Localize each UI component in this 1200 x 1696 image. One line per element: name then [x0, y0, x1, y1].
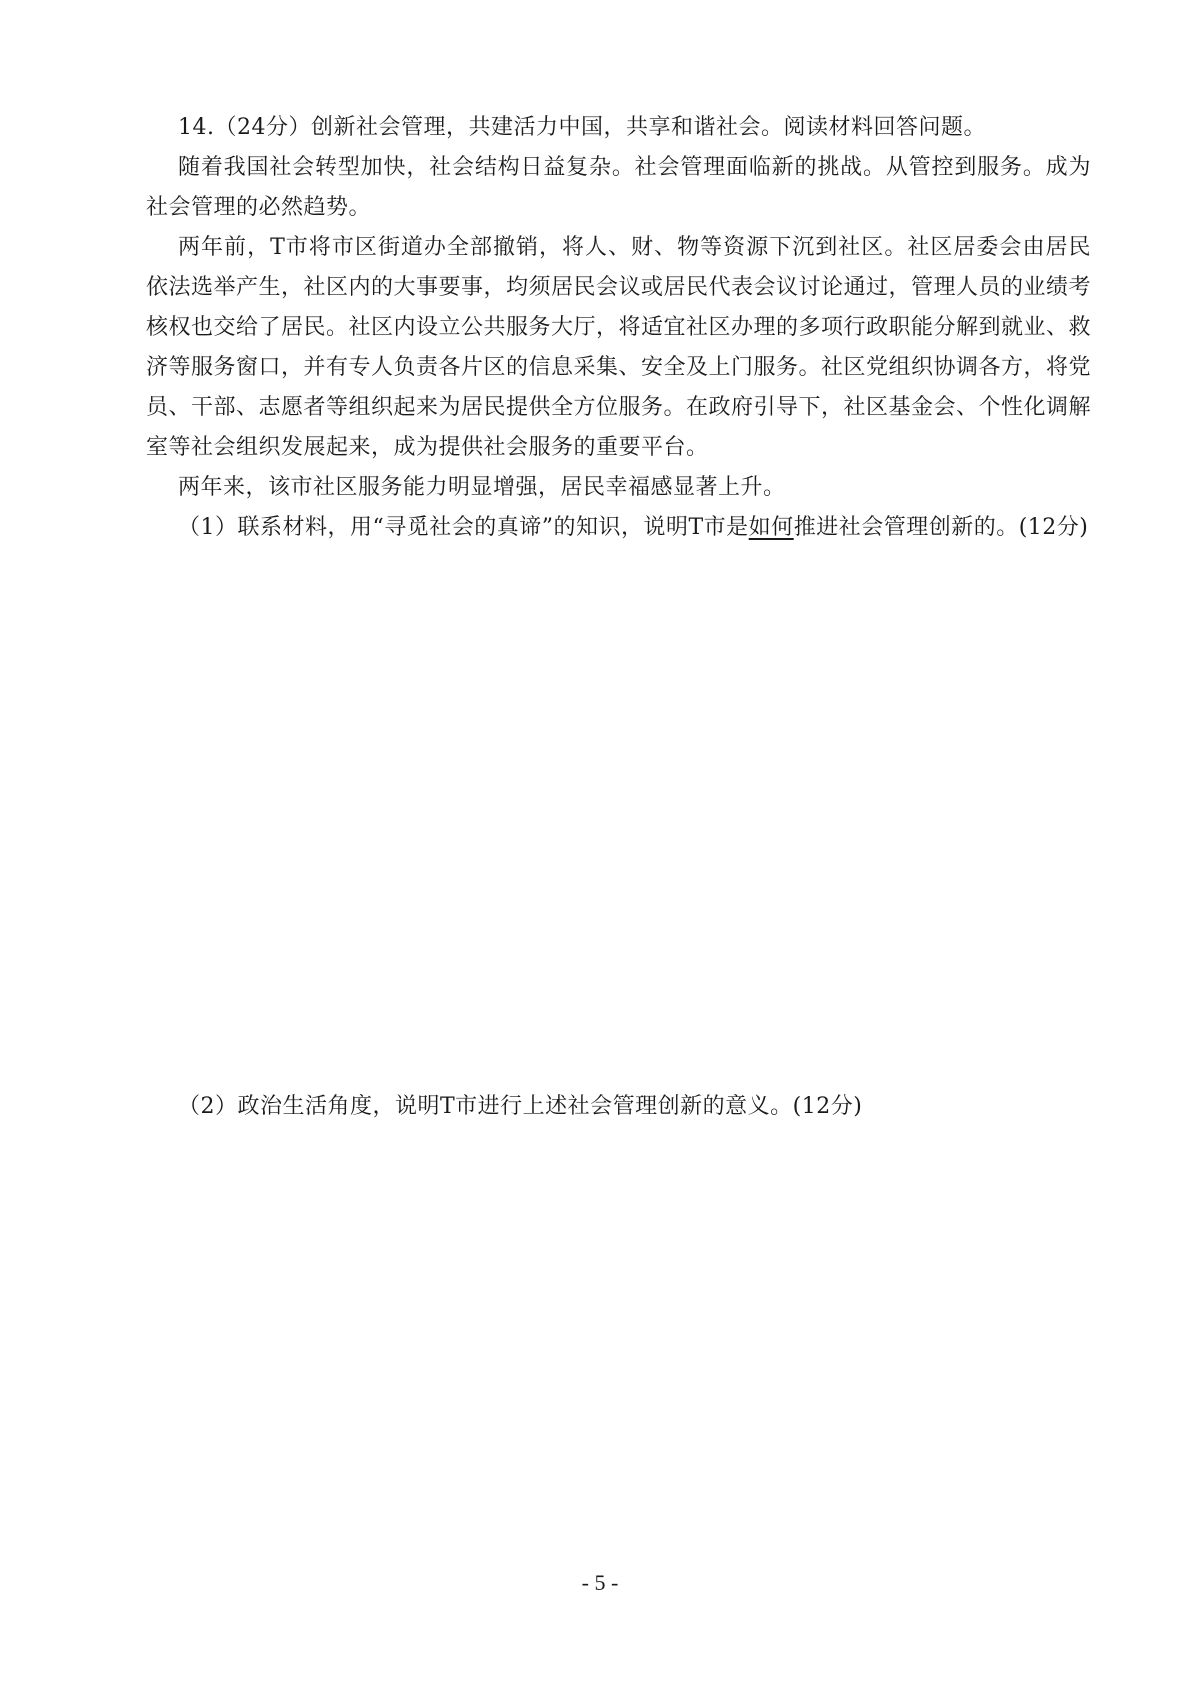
- sub-question-2: （2）政治生活角度，说明T市进行上述社会管理创新的意义。(12分): [178, 1094, 863, 1119]
- question-title: 14.（24分）创新社会管理，共建活力中国，共享和谐社会。阅读材料回答问题。: [178, 115, 986, 140]
- material-paragraph-1: 随着我国社会转型加快，社会结构日益复杂。社会管理面临新的挑战。从管控到服务。成为社会管理的必然趋势。: [146, 155, 1091, 220]
- sub-question-1-underlined-word: 如何: [748, 515, 794, 540]
- material-paragraph-2: 两年前，T市将市区街道办全部撤销，将人、财、物等资源下沉到社区。社区居委会由居民依法选举产生，社区内的大事要事，均须居民会议或居民代表会议讨论通过，管理人员的业绩考核权也交给了居民。社区内设立公共服务大厅，将适宜社区办理的多项行政职能分解到就业、救济等服务窗口，并有专人负责各片区的信息采集、安全及上门服务。社区党组织协调各方，将党员、干部、志愿者等组织起来为居民提供全方位服务。在政府引导下，社区基金会、个性化调解室等社会组织发展起来，成为提供社会服务的重要平台。: [146, 235, 1092, 460]
- sub-question-1-text-before: （1）联系材料，用“寻觅社会的真谛”的知识，说明T市是: [178, 515, 749, 540]
- material-paragraph-3: 两年来，该市社区服务能力明显增强，居民幸福感显著上升。: [178, 475, 786, 500]
- sub-question-1: [146, 508, 1091, 548]
- sub-question-1-text-after: 推进社会管理创新的。(12分): [793, 515, 1089, 540]
- page-number: - 5 -: [581, 1570, 619, 1595]
